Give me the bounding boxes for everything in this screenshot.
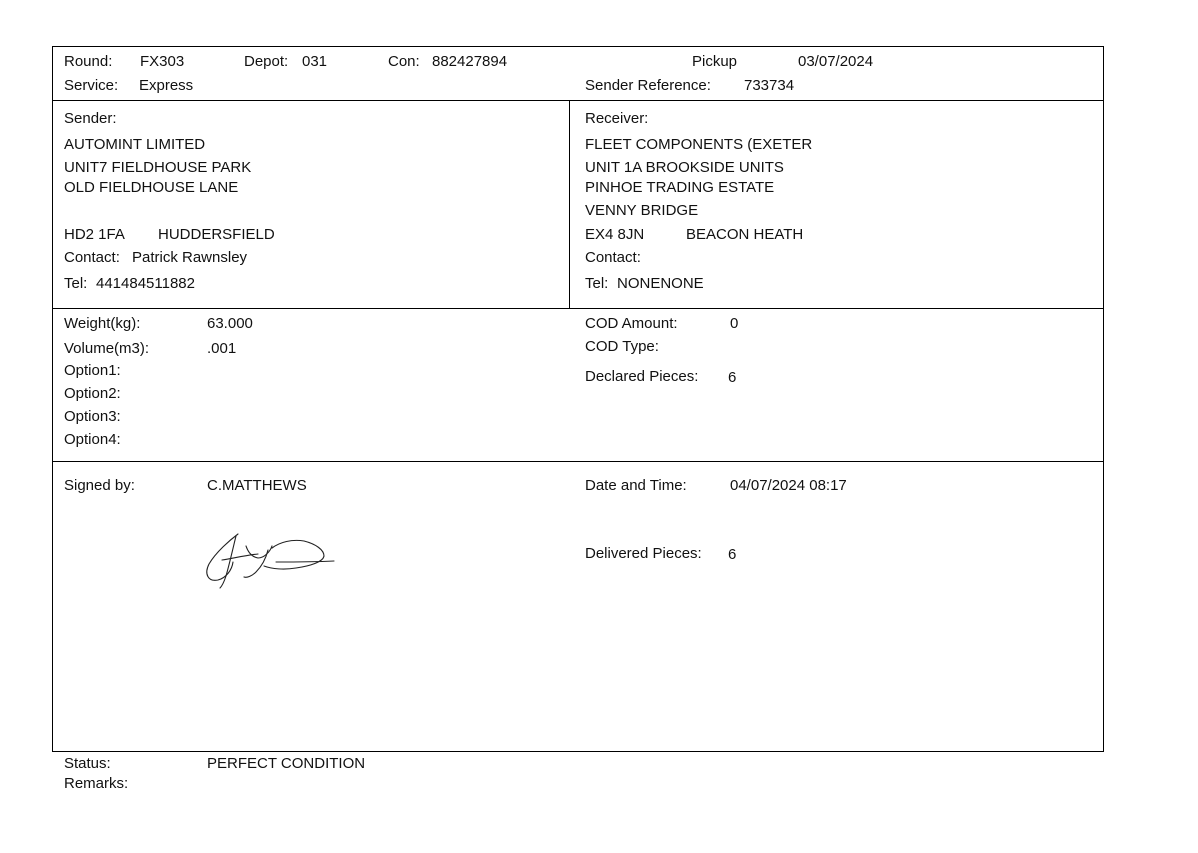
date-time-value: 04/07/2024 08:17: [730, 477, 847, 494]
pickup-label: Pickup: [692, 53, 738, 70]
weight-label: Weight(kg):: [64, 315, 141, 332]
delivered-pieces-value: 6: [728, 546, 737, 563]
signed-by-value: C.MATTHEWS: [207, 477, 307, 494]
delivery-form-frame: [52, 46, 1104, 752]
sender-heading: Sender:: [64, 110, 117, 127]
option1-label: Option1:: [64, 362, 121, 379]
sender-contact-value: Patrick Rawnsley: [132, 249, 248, 266]
round-label: Round:: [64, 53, 113, 70]
receiver-postcode: EX4 8JN: [585, 226, 645, 243]
sender-postcode: HD2 1FA: [64, 226, 125, 243]
receiver-address-line-2: PINHOE TRADING ESTATE: [585, 179, 775, 196]
address-divider: [52, 308, 1104, 309]
remarks-label: Remarks:: [64, 775, 129, 792]
receiver-town: BEACON HEATH: [686, 226, 804, 243]
pickup-date: 03/07/2024: [798, 53, 874, 70]
weight-value: 63.000: [207, 315, 253, 332]
date-time-label: Date and Time:: [585, 477, 687, 494]
con-label: Con:: [388, 53, 420, 70]
details-divider: [52, 461, 1104, 462]
volume-label: Volume(m3):: [64, 340, 150, 357]
round-value: FX303: [140, 53, 185, 70]
sender-tel-value: 441484511882: [96, 275, 195, 292]
sender-contact-label: Contact:: [64, 249, 120, 266]
receiver-name: FLEET COMPONENTS (EXETER: [585, 136, 813, 153]
receiver-tel-label: Tel:: [585, 275, 609, 292]
option2-label: Option2:: [64, 385, 121, 402]
sender-reference-label: Sender Reference:: [585, 77, 711, 94]
con-value: 882427894: [432, 53, 508, 70]
sender-reference-value: 733734: [744, 77, 795, 94]
sender-town: HUDDERSFIELD: [158, 226, 275, 243]
service-label: Service:: [64, 77, 119, 94]
option3-label: Option3:: [64, 408, 121, 425]
receiver-address-line-1: UNIT 1A BROOKSIDE UNITS: [585, 159, 784, 176]
handwritten-signature-icon: [200, 528, 340, 590]
receiver-address-line-3: VENNY BRIDGE: [585, 202, 699, 219]
status-value: PERFECT CONDITION: [207, 755, 366, 772]
cod-type-label: COD Type:: [585, 338, 659, 355]
sender-name: AUTOMINT LIMITED: [64, 136, 206, 153]
sender-tel-label: Tel:: [64, 275, 88, 292]
depot-label: Depot:: [244, 53, 289, 70]
header-divider: [52, 100, 1104, 101]
volume-value: .001: [207, 340, 237, 357]
sender-address-line-2: OLD FIELDHOUSE LANE: [64, 179, 239, 196]
cod-amount-value: 0: [730, 315, 739, 332]
declared-pieces-label: Declared Pieces:: [585, 368, 699, 385]
delivered-pieces-label: Delivered Pieces:: [585, 545, 702, 562]
option4-label: Option4:: [64, 431, 121, 448]
status-label: Status:: [64, 755, 111, 772]
signed-by-label: Signed by:: [64, 477, 135, 494]
receiver-heading: Receiver:: [585, 110, 649, 127]
cod-amount-label: COD Amount:: [585, 315, 678, 332]
declared-pieces-value: 6: [728, 369, 737, 386]
service-value: Express: [139, 77, 194, 94]
sender-address-line-1: UNIT7 FIELDHOUSE PARK: [64, 159, 252, 176]
depot-value: 031: [302, 53, 328, 70]
address-column-divider: [569, 100, 570, 308]
receiver-contact-label: Contact:: [585, 249, 641, 266]
receiver-tel-value: NONENONE: [617, 275, 704, 292]
